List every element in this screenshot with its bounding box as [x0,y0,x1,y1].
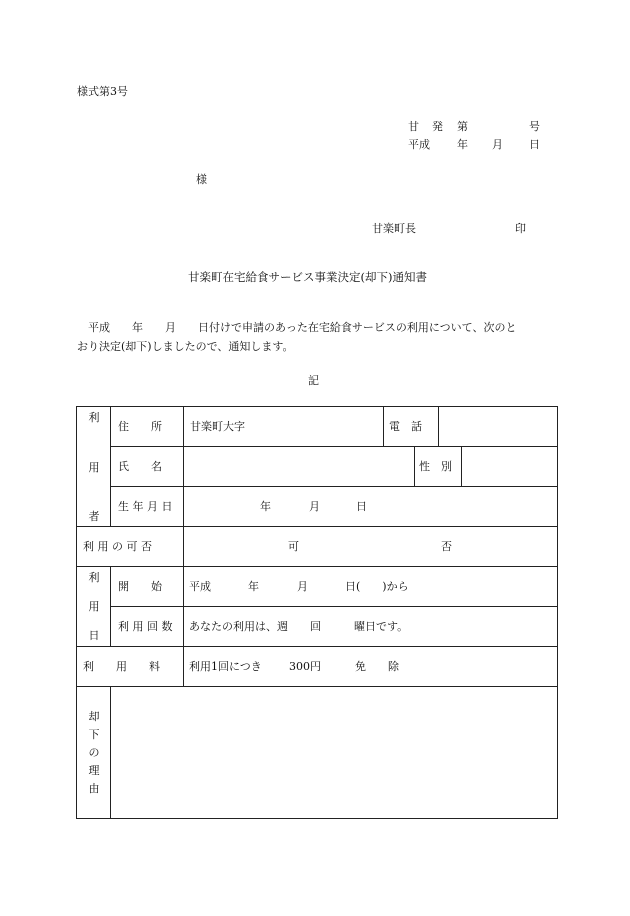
user-group-char-3: 者 [88,510,100,523]
start-year: 年 [248,580,259,593]
usage-day-char-2: 用 [88,600,100,613]
doc-no-go: 号 [529,120,540,133]
date-year: 年 [457,138,468,151]
body-line-2: おり決定(却下)しましたので、通知します。 [77,340,294,353]
address-value: 甘楽町大字 [190,420,245,433]
count-label: 利 用 回 数 [118,620,173,633]
reason-char-4: 理 [88,764,100,777]
phone-field[interactable] [444,412,554,442]
reason-field[interactable] [116,692,552,812]
reason-char-5: 由 [88,782,100,795]
usage-day-char-3: 日 [88,629,100,642]
body-line-1: 平成 年 月 日付けで申請のあった在宅給食サービスの利用について、次のと [77,321,517,334]
fee-label: 利 用 料 [83,660,160,673]
reason-char-3: の [88,746,100,759]
availability-label: 利 用 の 可 否 [83,540,152,553]
gender-label: 性 別 [419,460,452,473]
availability-yes: 可 [288,540,299,553]
doc-no-dai: 第 [457,120,468,133]
form-number: 様式第3号 [77,85,128,98]
sender-name: 甘楽町長 [372,222,416,235]
body-text [77,318,557,356]
start-era: 平成 [189,580,211,593]
birthdate-label: 生 年 月 日 [118,500,173,513]
start-label: 開 始 [118,580,162,593]
seal-mark: 印 [515,222,526,235]
count-value: あなたの利用は、週 回 曜日です。 [189,620,409,633]
document-title: 甘楽町在宅給食サービス事業決定(却下)通知書 [188,270,427,284]
availability-no: 否 [441,540,452,553]
date-day: 日 [529,138,540,151]
birthdate-month: 月 [309,500,320,513]
usage-day-char-1: 利 [88,571,100,584]
start-day: 日( )から [345,580,409,593]
birthdate-day: 日 [356,500,367,513]
date-month: 月 [492,138,503,151]
fee-amount: 300円 [289,660,321,673]
fee-exempt: 免 除 [355,660,399,673]
reason-char-1: 却 [88,710,100,723]
addressee-suffix: 様 [196,173,207,186]
reason-char-2: 下 [88,728,100,741]
gender-field[interactable] [466,452,554,482]
start-month: 月 [297,580,308,593]
name-label: 氏 名 [118,460,162,473]
date-era: 平成 [408,138,430,151]
ki-heading: 記 [308,374,319,387]
fee-unit: 利用1回につき [189,660,262,673]
doc-no-prefix: 甘 [408,120,419,133]
address-label: 住 所 [118,420,162,433]
birthdate-year: 年 [260,500,271,513]
name-field[interactable] [188,452,410,482]
user-group-char-1: 利 [88,411,100,424]
user-group-char-2: 用 [88,461,100,474]
doc-no-hatsu: 発 [432,120,443,133]
phone-label: 電 話 [389,420,422,433]
